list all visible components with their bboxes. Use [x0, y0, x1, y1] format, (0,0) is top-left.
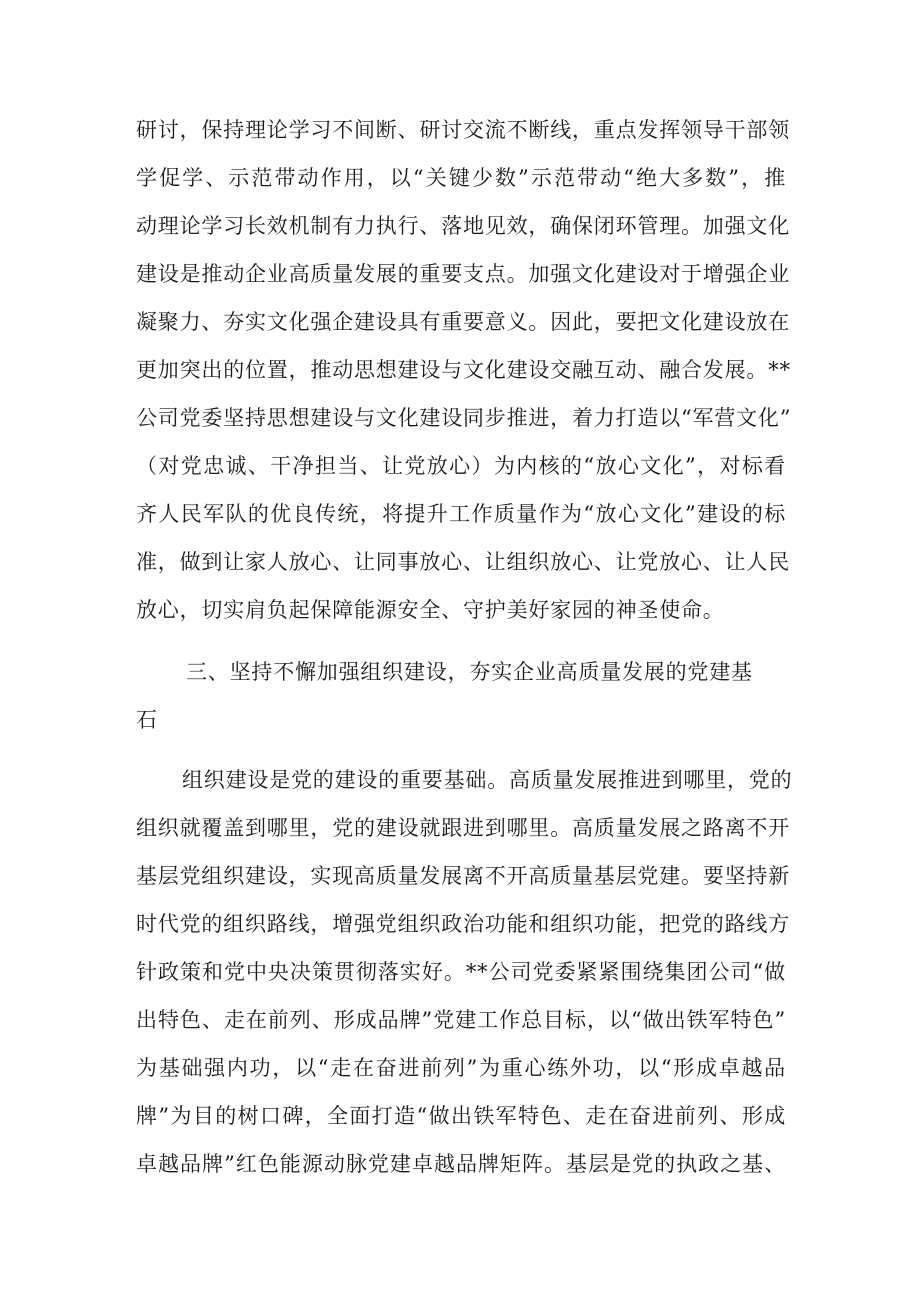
text-line: 基层党组织建设，实现高质量发展离不开高质量基层党建。要坚持新	[136, 864, 790, 888]
text-line: 为基础强内功，以“走在奋进前列”为重心练外功，以“形成卓越品	[136, 1056, 786, 1080]
text-line: 建设是推动企业高质量发展的重要支点。加强文化建设对于增强企业	[136, 262, 790, 286]
text-line: 凝聚力、夯实文化强企建设具有重要意义。因此，要把文化建设放在	[136, 310, 790, 334]
text-line: 公司党委坚持思想建设与文化建设同步推进，着力打造以“军营文化”	[136, 406, 792, 430]
text-line: 时代党的组织路线，增强党组织政治功能和组织功能，把党的路线方	[136, 912, 790, 936]
text-line: （对党忠诚、干净担当、让党放心）为内核的“放心文化”，对标看	[136, 454, 786, 478]
heading-line: 三、坚持不懈加强组织建设，夯实企业高质量发展的党建基	[186, 660, 753, 684]
text-line: 组织就覆盖到哪里，党的建设就跟进到哪里。高质量发展之路离不开	[136, 816, 790, 840]
text-line: 准，做到让家人放心、让同事放心、让组织放心、让党放心、让人民	[136, 550, 790, 574]
text-line: 研讨，保持理论学习不间断、研讨交流不断线，重点发挥领导干部领	[136, 118, 790, 142]
text-line: 针政策和党中央决策贯彻落实好。**公司党委紧紧围绕集团公司“做	[136, 960, 786, 984]
text-line: 牌”为目的树口碑，全面打造“做出铁军特色、走在奋进前列、形成	[136, 1104, 786, 1128]
text-line: 出特色、走在前列、形成品牌”党建工作总目标，以“做出铁军特色”	[136, 1008, 786, 1032]
text-line: 卓越品牌”红色能源动脉党建卓越品牌矩阵。基层是党的执政之基、	[136, 1152, 786, 1176]
text-line: 学促学、示范带动作用，以“关键少数”示范带动“绝大多数”，推	[136, 166, 786, 190]
text-line: 组织建设是党的建设的重要基础。高质量发展推进到哪里，党的	[182, 768, 793, 792]
text-line: 放心，切实肩负起保障能源安全、守护美好家园的神圣使命。	[136, 598, 725, 622]
text-line: 齐人民军队的优良传统，将提升工作质量作为“放心文化”建设的标	[136, 502, 786, 526]
text-line: 动理论学习长效机制有力执行、落地见效，确保闭环管理。加强文化	[136, 214, 790, 238]
heading-line: 石	[136, 708, 158, 732]
text-line: 更加突出的位置，推动思想建设与文化建设交融互动、融合发展。**	[136, 358, 791, 382]
